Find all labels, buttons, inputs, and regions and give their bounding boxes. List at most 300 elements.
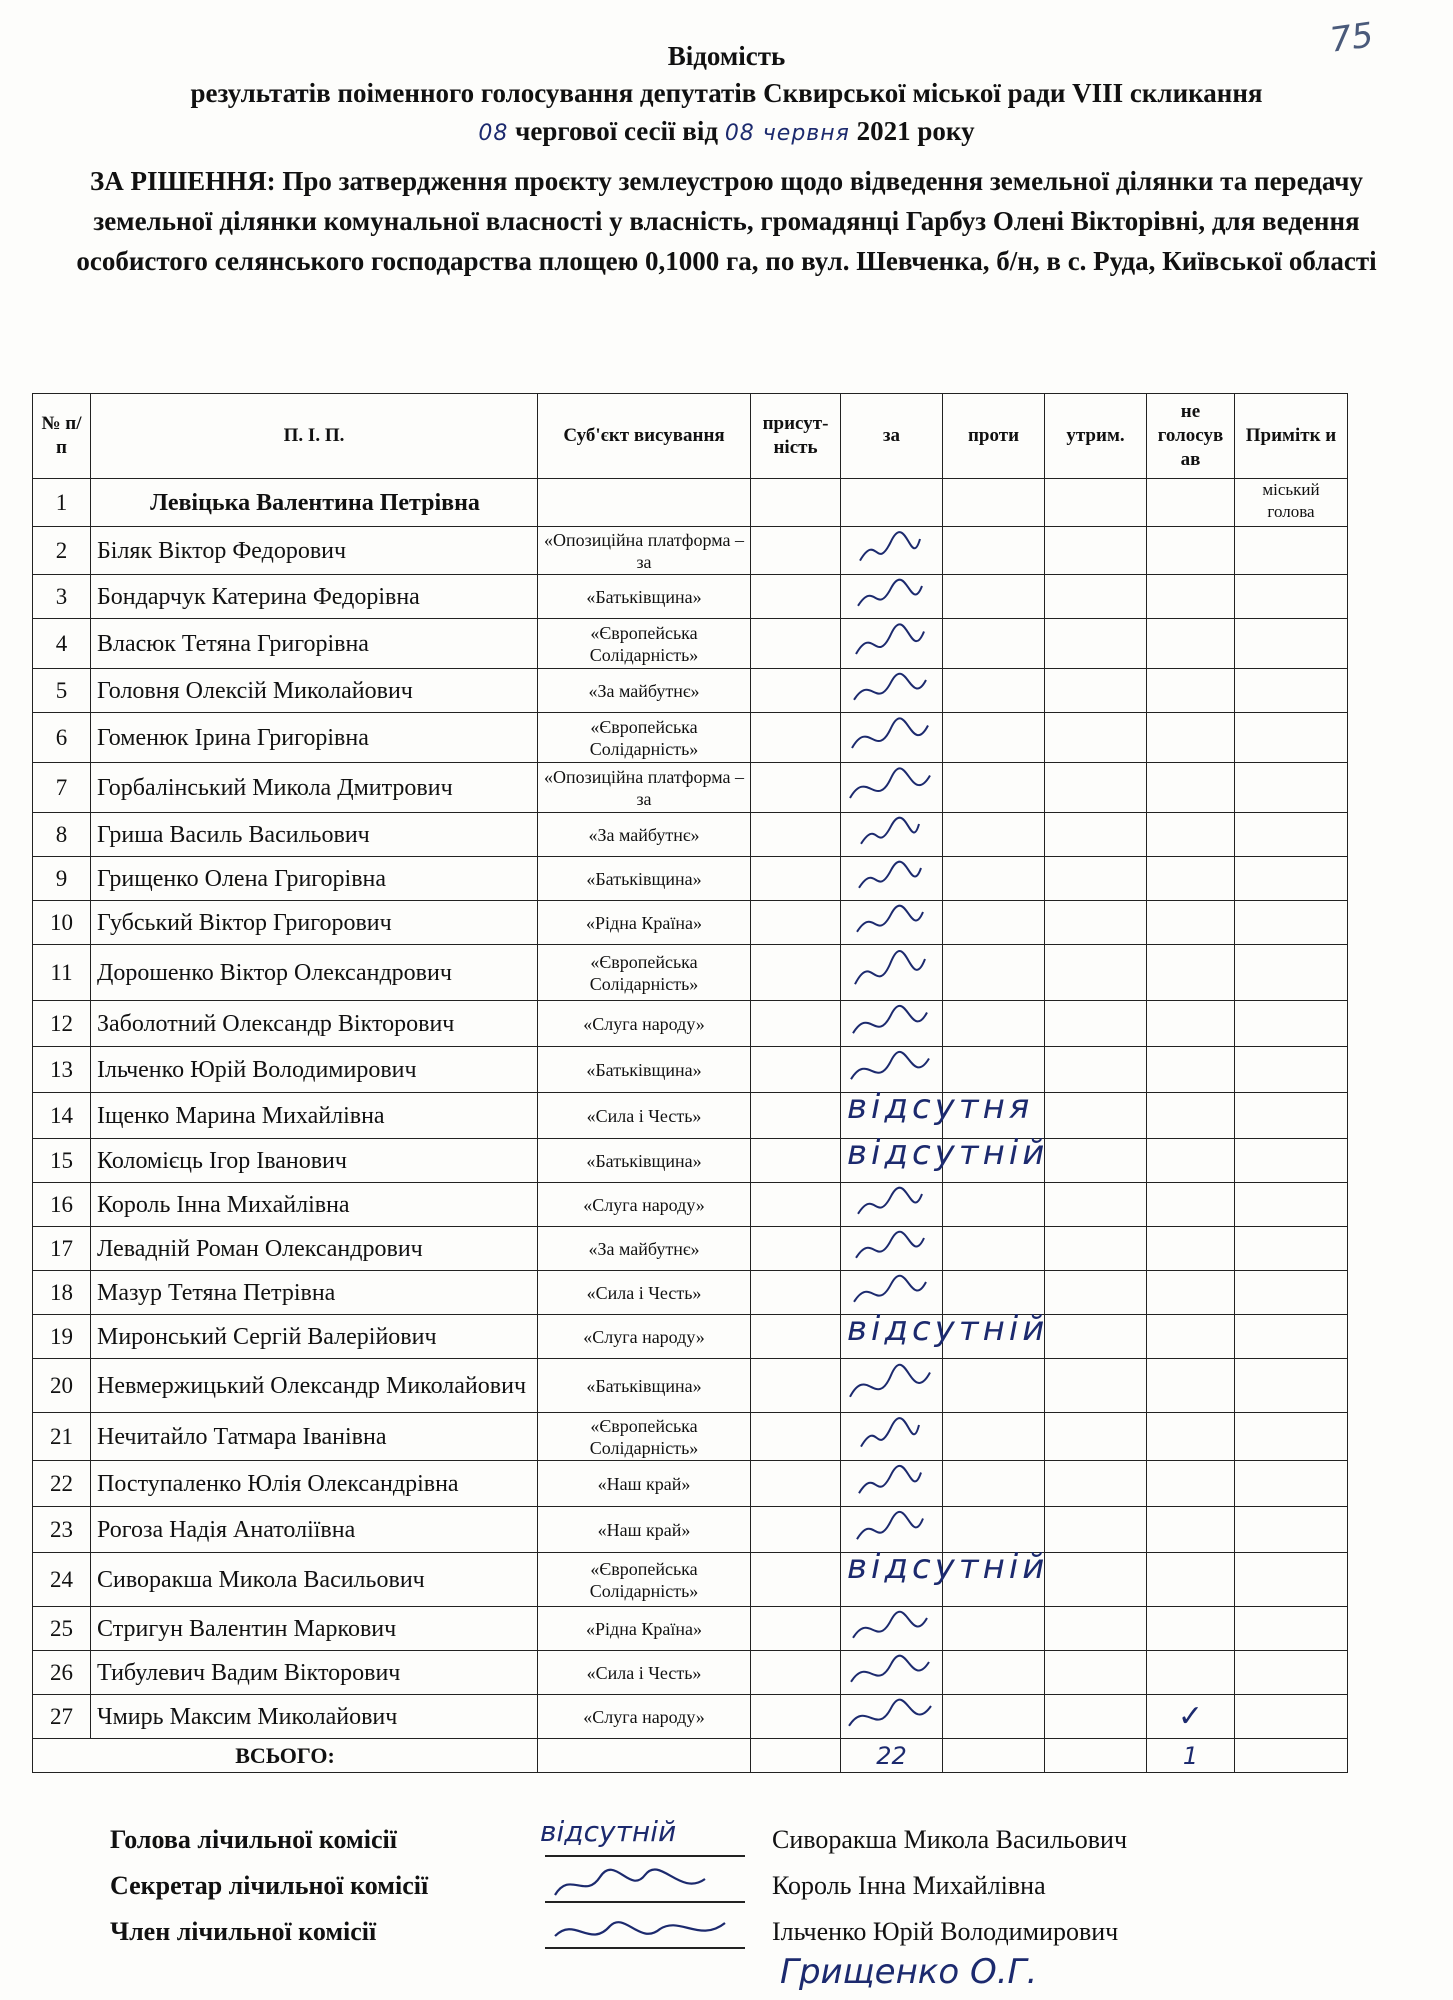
signature-scribble bbox=[550, 1865, 710, 1905]
not-voted-cell bbox=[1147, 619, 1235, 669]
proty-cell bbox=[943, 763, 1045, 813]
total-present bbox=[751, 1739, 841, 1773]
proty-cell bbox=[943, 901, 1045, 945]
header-num: № п/п bbox=[33, 394, 91, 479]
table-row bbox=[33, 669, 1348, 713]
not-voted-cell bbox=[1147, 1139, 1235, 1183]
za-cell bbox=[841, 1607, 943, 1651]
row-number: 19 bbox=[33, 1315, 91, 1359]
not-voted-cell bbox=[1147, 1001, 1235, 1047]
row-number: 5 bbox=[33, 669, 91, 713]
present-cell bbox=[751, 527, 841, 575]
not-voted-cell: ✓ bbox=[1147, 1695, 1235, 1739]
deputy-name: Левіцька Валентина Петрівна bbox=[91, 479, 538, 527]
not-voted-cell bbox=[1147, 575, 1235, 619]
nominating-subject: «Рідна Країна» bbox=[538, 1607, 751, 1651]
not-voted-cell bbox=[1147, 527, 1235, 575]
nominating-subject: «Європейська Солідарність» bbox=[538, 619, 751, 669]
note-cell bbox=[1235, 813, 1348, 857]
voting-table bbox=[32, 393, 1348, 1773]
za-cell bbox=[841, 1047, 943, 1093]
vote-signature-scribble bbox=[841, 857, 941, 901]
present-cell bbox=[751, 575, 841, 619]
note-cell bbox=[1235, 1315, 1348, 1359]
proty-cell bbox=[943, 575, 1045, 619]
za-cell bbox=[841, 1227, 943, 1271]
row-number: 2 bbox=[33, 527, 91, 575]
utrym-cell bbox=[1045, 713, 1147, 763]
za-cell bbox=[841, 713, 943, 763]
session-date-handwritten: 08 червня bbox=[724, 121, 850, 146]
utrym-cell bbox=[1045, 479, 1147, 527]
row-number: 24 bbox=[33, 1553, 91, 1607]
proty-cell bbox=[943, 479, 1045, 527]
footer-row-secretary bbox=[110, 1871, 1410, 1917]
proty-cell bbox=[943, 669, 1045, 713]
za-cell bbox=[841, 1547, 1049, 1607]
present-cell bbox=[751, 1695, 841, 1739]
table-header-row bbox=[33, 394, 1348, 479]
note-cell bbox=[1235, 1695, 1348, 1739]
row-number: 23 bbox=[33, 1507, 91, 1553]
utrym-cell bbox=[1045, 763, 1147, 813]
za-cell bbox=[841, 813, 943, 857]
vote-signature-scribble bbox=[841, 1461, 941, 1507]
present-cell bbox=[751, 479, 841, 527]
za-cell bbox=[841, 619, 943, 669]
deputy-name: Сиворакша Микола Васильович bbox=[91, 1553, 538, 1607]
present-cell bbox=[751, 857, 841, 901]
za-cell bbox=[841, 1087, 1034, 1139]
nominating-subject: «Батьківщина» bbox=[538, 1047, 751, 1093]
za-cell bbox=[841, 1133, 1049, 1183]
deputy-name: Невмержицький Олександр Миколайович bbox=[91, 1359, 538, 1413]
table-row bbox=[33, 575, 1348, 619]
table-row bbox=[33, 763, 1348, 813]
vote-signature-scribble bbox=[841, 901, 941, 945]
row-number: 6 bbox=[33, 713, 91, 763]
za-cell bbox=[841, 527, 943, 575]
present-cell bbox=[751, 713, 841, 763]
proty-cell bbox=[943, 1651, 1045, 1695]
za-cell bbox=[841, 575, 943, 619]
present-cell bbox=[751, 1359, 841, 1413]
deputy-name: Бондарчук Катерина Федорівна bbox=[91, 575, 538, 619]
utrym-cell bbox=[1045, 1093, 1147, 1139]
header-za: за bbox=[841, 394, 943, 479]
session-line bbox=[0, 112, 1453, 153]
utrym-cell bbox=[1045, 1695, 1147, 1739]
handwritten-member-name: Грищенко О.Г. bbox=[780, 1952, 1038, 1992]
table-row bbox=[33, 945, 1348, 1001]
row-number: 16 bbox=[33, 1183, 91, 1227]
utrym-cell bbox=[1045, 1047, 1147, 1093]
row-number: 11 bbox=[33, 945, 91, 1001]
proty-cell bbox=[943, 527, 1045, 575]
present-cell bbox=[751, 1139, 841, 1183]
row-number: 8 bbox=[33, 813, 91, 857]
not-voted-cell bbox=[1147, 1047, 1235, 1093]
role-member: Член лічильної комісії bbox=[110, 1917, 377, 1946]
nominating-subject: «Наш край» bbox=[538, 1507, 751, 1553]
vote-signature-scribble bbox=[841, 813, 941, 857]
za-cell bbox=[841, 1507, 943, 1553]
utrym-cell bbox=[1045, 901, 1147, 945]
not-voted-cell bbox=[1147, 1315, 1235, 1359]
za-cell bbox=[841, 1651, 943, 1695]
proty-cell bbox=[943, 1413, 1045, 1461]
table-row bbox=[33, 813, 1348, 857]
proty-cell bbox=[943, 1271, 1045, 1315]
deputy-name: Дорошенко Віктор Олександрович bbox=[91, 945, 538, 1001]
present-cell bbox=[751, 763, 841, 813]
deputy-name: Головня Олексій Миколайович bbox=[91, 669, 538, 713]
nominating-subject: «За майбутнє» bbox=[538, 813, 751, 857]
present-cell bbox=[751, 1553, 841, 1607]
header-proty: проти bbox=[943, 394, 1045, 479]
vote-signature-scribble bbox=[841, 1183, 941, 1227]
note-cell bbox=[1235, 763, 1348, 813]
table-row bbox=[33, 1651, 1348, 1695]
row-number: 20 bbox=[33, 1359, 91, 1413]
table-row bbox=[33, 479, 1348, 527]
deputy-name: Власюк Тетяна Григорівна bbox=[91, 619, 538, 669]
utrym-cell bbox=[1045, 1553, 1147, 1607]
footer-row-member bbox=[110, 1917, 1410, 1963]
row-number: 10 bbox=[33, 901, 91, 945]
utrym-cell bbox=[1045, 575, 1147, 619]
vote-signature-scribble bbox=[841, 1413, 941, 1461]
utrym-cell bbox=[1045, 619, 1147, 669]
role-secretary: Секретар лічильної комісії bbox=[110, 1871, 429, 1900]
za-cell bbox=[841, 1183, 943, 1227]
deputy-name: Мазур Тетяна Петрівна bbox=[91, 1271, 538, 1315]
note-cell bbox=[1235, 1093, 1348, 1139]
za-cell bbox=[841, 669, 943, 713]
vote-signature-scribble bbox=[841, 669, 941, 713]
deputy-name: Поступаленко Юлія Олександрівна bbox=[91, 1461, 538, 1507]
document-subtitle: результатів поіменного голосування депутатів Сквирської міської ради VIII скликання bbox=[190, 78, 1263, 108]
deputy-name: Тибулевич Вадим Вікторович bbox=[91, 1651, 538, 1695]
page-number: 75 bbox=[1327, 15, 1376, 61]
table-row bbox=[33, 1093, 1348, 1139]
header-present: присут-ність bbox=[751, 394, 841, 479]
signature-scribble bbox=[550, 1911, 730, 1951]
total-row bbox=[33, 1739, 1348, 1773]
header-not-voted: не голосув ав bbox=[1147, 394, 1235, 479]
note-cell bbox=[1235, 1001, 1348, 1047]
row-number: 1 bbox=[33, 479, 91, 527]
handwritten-absent-mark: відсутній bbox=[847, 1309, 1049, 1349]
nominating-subject: «Слуга народу» bbox=[538, 1315, 751, 1359]
proty-cell bbox=[943, 1359, 1045, 1413]
vote-signature-scribble bbox=[841, 1607, 941, 1651]
row-number: 14 bbox=[33, 1093, 91, 1139]
vote-signature-scribble bbox=[841, 1651, 941, 1695]
note-cell bbox=[1235, 901, 1348, 945]
utrym-cell bbox=[1045, 1507, 1147, 1553]
row-number: 15 bbox=[33, 1139, 91, 1183]
vote-signature-scribble bbox=[841, 1359, 941, 1413]
not-voted-cell bbox=[1147, 763, 1235, 813]
nominating-subject: «Батьківщина» bbox=[538, 1359, 751, 1413]
deputy-name: Миронський Сергій Валерійович bbox=[91, 1315, 538, 1359]
not-voted-cell bbox=[1147, 857, 1235, 901]
deputy-name: Коломієць Ігор Іванович bbox=[91, 1139, 538, 1183]
note-cell bbox=[1235, 713, 1348, 763]
deputy-name: Губський Віктор Григорович bbox=[91, 901, 538, 945]
nominating-subject: «Європейська Солідарність» bbox=[538, 1413, 751, 1461]
handwritten-absent-mark: відсутній bbox=[847, 1547, 1049, 1587]
present-cell bbox=[751, 669, 841, 713]
row-number: 21 bbox=[33, 1413, 91, 1461]
nominating-subject: «Опозиційна платформа – за bbox=[538, 527, 751, 575]
not-voted-cell bbox=[1147, 1413, 1235, 1461]
total-not-voted: 1 bbox=[1147, 1739, 1235, 1773]
proty-cell bbox=[943, 713, 1045, 763]
za-cell bbox=[841, 1359, 943, 1413]
table-row bbox=[33, 1271, 1348, 1315]
note-cell bbox=[1235, 1359, 1348, 1413]
proty-cell bbox=[943, 1001, 1045, 1047]
total-subject bbox=[538, 1739, 751, 1773]
role-chair: Голова лічильної комісії bbox=[110, 1825, 397, 1854]
utrym-cell bbox=[1045, 1651, 1147, 1695]
vote-signature-scribble bbox=[841, 713, 941, 763]
utrym-cell bbox=[1045, 669, 1147, 713]
not-voted-cell bbox=[1147, 1093, 1235, 1139]
commission-footer bbox=[110, 1815, 1410, 1963]
utrym-cell bbox=[1045, 1461, 1147, 1507]
utrym-cell bbox=[1045, 1271, 1147, 1315]
present-cell bbox=[751, 1607, 841, 1651]
nominating-subject: «Європейська Солідарність» bbox=[538, 945, 751, 1001]
note-cell bbox=[1235, 857, 1348, 901]
not-voted-cell bbox=[1147, 945, 1235, 1001]
nominating-subject: «Сила і Честь» bbox=[538, 1271, 751, 1315]
not-voted-cell bbox=[1147, 1461, 1235, 1507]
deputy-name: Горбалінський Микола Дмитрович bbox=[91, 763, 538, 813]
present-cell bbox=[751, 1001, 841, 1047]
za-cell bbox=[841, 857, 943, 901]
total-label: ВСЬОГО: bbox=[33, 1739, 538, 1773]
member-name: Ільченко Юрій Володимирович bbox=[772, 1917, 1119, 1946]
chair-name: Сиворакша Микола Васильович bbox=[772, 1825, 1128, 1854]
note-cell bbox=[1235, 619, 1348, 669]
proty-cell bbox=[943, 1507, 1045, 1553]
vote-signature-scribble bbox=[841, 1001, 941, 1047]
deputy-name: Іщенко Марина Михайлівна bbox=[91, 1093, 538, 1139]
row-number: 3 bbox=[33, 575, 91, 619]
nominating-subject: «Сила і Честь» bbox=[538, 1093, 751, 1139]
total-utrym bbox=[1045, 1739, 1147, 1773]
utrym-cell bbox=[1045, 527, 1147, 575]
handwritten-absent-mark: відсутній bbox=[847, 1133, 1049, 1173]
document-title: Відомість bbox=[667, 41, 786, 71]
footer-row-chair bbox=[110, 1815, 1410, 1871]
secretary-name: Король Інна Михайлівна bbox=[772, 1871, 1046, 1900]
utrym-cell bbox=[1045, 1413, 1147, 1461]
nominating-subject: «Сила і Честь» bbox=[538, 1651, 751, 1695]
present-cell bbox=[751, 1413, 841, 1461]
not-voted-cell bbox=[1147, 479, 1235, 527]
nominating-subject: «Батьківщина» bbox=[538, 857, 751, 901]
table-row bbox=[33, 1553, 1348, 1607]
proty-cell bbox=[943, 1461, 1045, 1507]
nominating-subject: «Слуга народу» bbox=[538, 1183, 751, 1227]
za-cell bbox=[841, 1001, 943, 1047]
table-row bbox=[33, 901, 1348, 945]
nominating-subject bbox=[538, 479, 751, 527]
utrym-cell bbox=[1045, 1607, 1147, 1651]
table-row bbox=[33, 527, 1348, 575]
deputy-name: Біляк Віктор Федорович bbox=[91, 527, 538, 575]
utrym-cell bbox=[1045, 1227, 1147, 1271]
za-cell bbox=[841, 945, 943, 1001]
table-row bbox=[33, 1413, 1348, 1461]
present-cell bbox=[751, 1183, 841, 1227]
nominating-subject: «Опозиційна платформа – за bbox=[538, 763, 751, 813]
present-cell bbox=[751, 945, 841, 1001]
za-cell bbox=[841, 1309, 1049, 1359]
deputy-name: Гоменюк Ірина Григорівна bbox=[91, 713, 538, 763]
nominating-subject: «За майбутнє» bbox=[538, 669, 751, 713]
not-voted-cell bbox=[1147, 901, 1235, 945]
proty-cell bbox=[943, 1047, 1045, 1093]
vote-signature-scribble bbox=[841, 527, 941, 575]
utrym-cell bbox=[1045, 1139, 1147, 1183]
table-row bbox=[33, 1139, 1348, 1183]
document-header bbox=[0, 38, 1453, 281]
table-row bbox=[33, 1047, 1348, 1093]
note-cell: міський голова bbox=[1235, 479, 1348, 527]
utrym-cell bbox=[1045, 1315, 1147, 1359]
za-cell bbox=[841, 479, 943, 527]
row-number: 26 bbox=[33, 1651, 91, 1695]
proty-cell bbox=[943, 945, 1045, 1001]
deputy-name: Король Інна Михайлівна bbox=[91, 1183, 538, 1227]
vote-signature-scribble bbox=[841, 619, 941, 669]
row-number: 27 bbox=[33, 1695, 91, 1739]
row-number: 7 bbox=[33, 763, 91, 813]
za-cell bbox=[841, 901, 943, 945]
proty-cell bbox=[943, 1227, 1045, 1271]
proty-cell bbox=[943, 813, 1045, 857]
total-za: 22 bbox=[841, 1739, 943, 1773]
nominating-subject: «Європейська Солідарність» bbox=[538, 713, 751, 763]
total-proty bbox=[943, 1739, 1045, 1773]
vote-signature-scribble bbox=[841, 1695, 941, 1739]
note-cell bbox=[1235, 1461, 1348, 1507]
deputy-name: Стригун Валентин Маркович bbox=[91, 1607, 538, 1651]
deputy-name: Ільченко Юрій Володимирович bbox=[91, 1047, 538, 1093]
vote-signature-scribble bbox=[841, 945, 941, 1001]
not-voted-cell bbox=[1147, 1553, 1235, 1607]
note-cell bbox=[1235, 1507, 1348, 1553]
utrym-cell bbox=[1045, 945, 1147, 1001]
za-cell bbox=[841, 1461, 943, 1507]
decision-text: ЗА РІШЕННЯ: Про затвердження проєкту землеустрою щодо відведення земельної ділянки та передачу земельної ділянки комунальної власності у власність, громадянці Гарбуз Олені Вікторівні, для ведення особистого селянського господарства площею 0,1000 га, по вул. Шевченка, б/н, в с. Руда, Київської області bbox=[76, 166, 1377, 276]
note-cell bbox=[1235, 1139, 1348, 1183]
za-cell bbox=[841, 763, 943, 813]
utrym-cell bbox=[1045, 857, 1147, 901]
table-row bbox=[33, 1183, 1348, 1227]
handwritten-absent-mark: відсутня bbox=[847, 1087, 1034, 1127]
deputy-name: Гриша Василь Васильович bbox=[91, 813, 538, 857]
deputy-name: Левадній Роман Олександрович bbox=[91, 1227, 538, 1271]
nominating-subject: «Слуга народу» bbox=[538, 1001, 751, 1047]
present-cell bbox=[751, 1651, 841, 1695]
header-utrym: утрим. bbox=[1045, 394, 1147, 479]
note-cell bbox=[1235, 1651, 1348, 1695]
table-row bbox=[33, 1001, 1348, 1047]
deputy-name: Рогоза Надія Анатоліївна bbox=[91, 1507, 538, 1553]
not-voted-cell bbox=[1147, 669, 1235, 713]
note-cell bbox=[1235, 1227, 1348, 1271]
deputy-name: Грищенко Олена Григорівна bbox=[91, 857, 538, 901]
deputy-name: Чмирь Максим Миколайович bbox=[91, 1695, 538, 1739]
handwritten-absent-note: відсутній bbox=[540, 1815, 677, 1848]
present-cell bbox=[751, 1461, 841, 1507]
present-cell bbox=[751, 1315, 841, 1359]
session-number-handwritten: 08 bbox=[478, 121, 509, 146]
nominating-subject: «Європейська Солідарність» bbox=[538, 1553, 751, 1607]
note-cell bbox=[1235, 575, 1348, 619]
table-row bbox=[33, 1695, 1348, 1739]
za-cell bbox=[841, 1271, 943, 1315]
proty-cell bbox=[943, 1183, 1045, 1227]
note-cell bbox=[1235, 945, 1348, 1001]
row-number: 17 bbox=[33, 1227, 91, 1271]
nominating-subject: «Рідна Країна» bbox=[538, 901, 751, 945]
table-row bbox=[33, 619, 1348, 669]
note-cell bbox=[1235, 1271, 1348, 1315]
table-row bbox=[33, 1507, 1348, 1553]
row-number: 13 bbox=[33, 1047, 91, 1093]
table-row bbox=[33, 1315, 1348, 1359]
table-row bbox=[33, 1227, 1348, 1271]
note-cell bbox=[1235, 1553, 1348, 1607]
proty-cell bbox=[943, 857, 1045, 901]
vote-signature-scribble bbox=[841, 763, 941, 813]
utrym-cell bbox=[1045, 1359, 1147, 1413]
proty-cell bbox=[943, 1695, 1045, 1739]
row-number: 4 bbox=[33, 619, 91, 669]
deputy-name: Нечитайло Татмара Іванівна bbox=[91, 1413, 538, 1461]
present-cell bbox=[751, 1271, 841, 1315]
present-cell bbox=[751, 1507, 841, 1553]
header-name: П. І. П. bbox=[91, 394, 538, 479]
not-voted-cell bbox=[1147, 813, 1235, 857]
deputy-name: Заболотний Олександр Вікторович bbox=[91, 1001, 538, 1047]
session-text: чергової сесії від bbox=[515, 116, 719, 146]
proty-cell bbox=[943, 1607, 1045, 1651]
not-voted-cell bbox=[1147, 1651, 1235, 1695]
utrym-cell bbox=[1045, 813, 1147, 857]
present-cell bbox=[751, 1093, 841, 1139]
table-row bbox=[33, 713, 1348, 763]
row-number: 9 bbox=[33, 857, 91, 901]
not-voted-cell bbox=[1147, 713, 1235, 763]
za-cell bbox=[841, 1413, 943, 1461]
vote-signature-scribble bbox=[841, 575, 941, 619]
not-voted-cell bbox=[1147, 1183, 1235, 1227]
za-cell bbox=[841, 1695, 943, 1739]
note-cell bbox=[1235, 1183, 1348, 1227]
not-voted-cell bbox=[1147, 1607, 1235, 1651]
signature-line bbox=[545, 1855, 745, 1857]
nominating-subject: «Батьківщина» bbox=[538, 1139, 751, 1183]
